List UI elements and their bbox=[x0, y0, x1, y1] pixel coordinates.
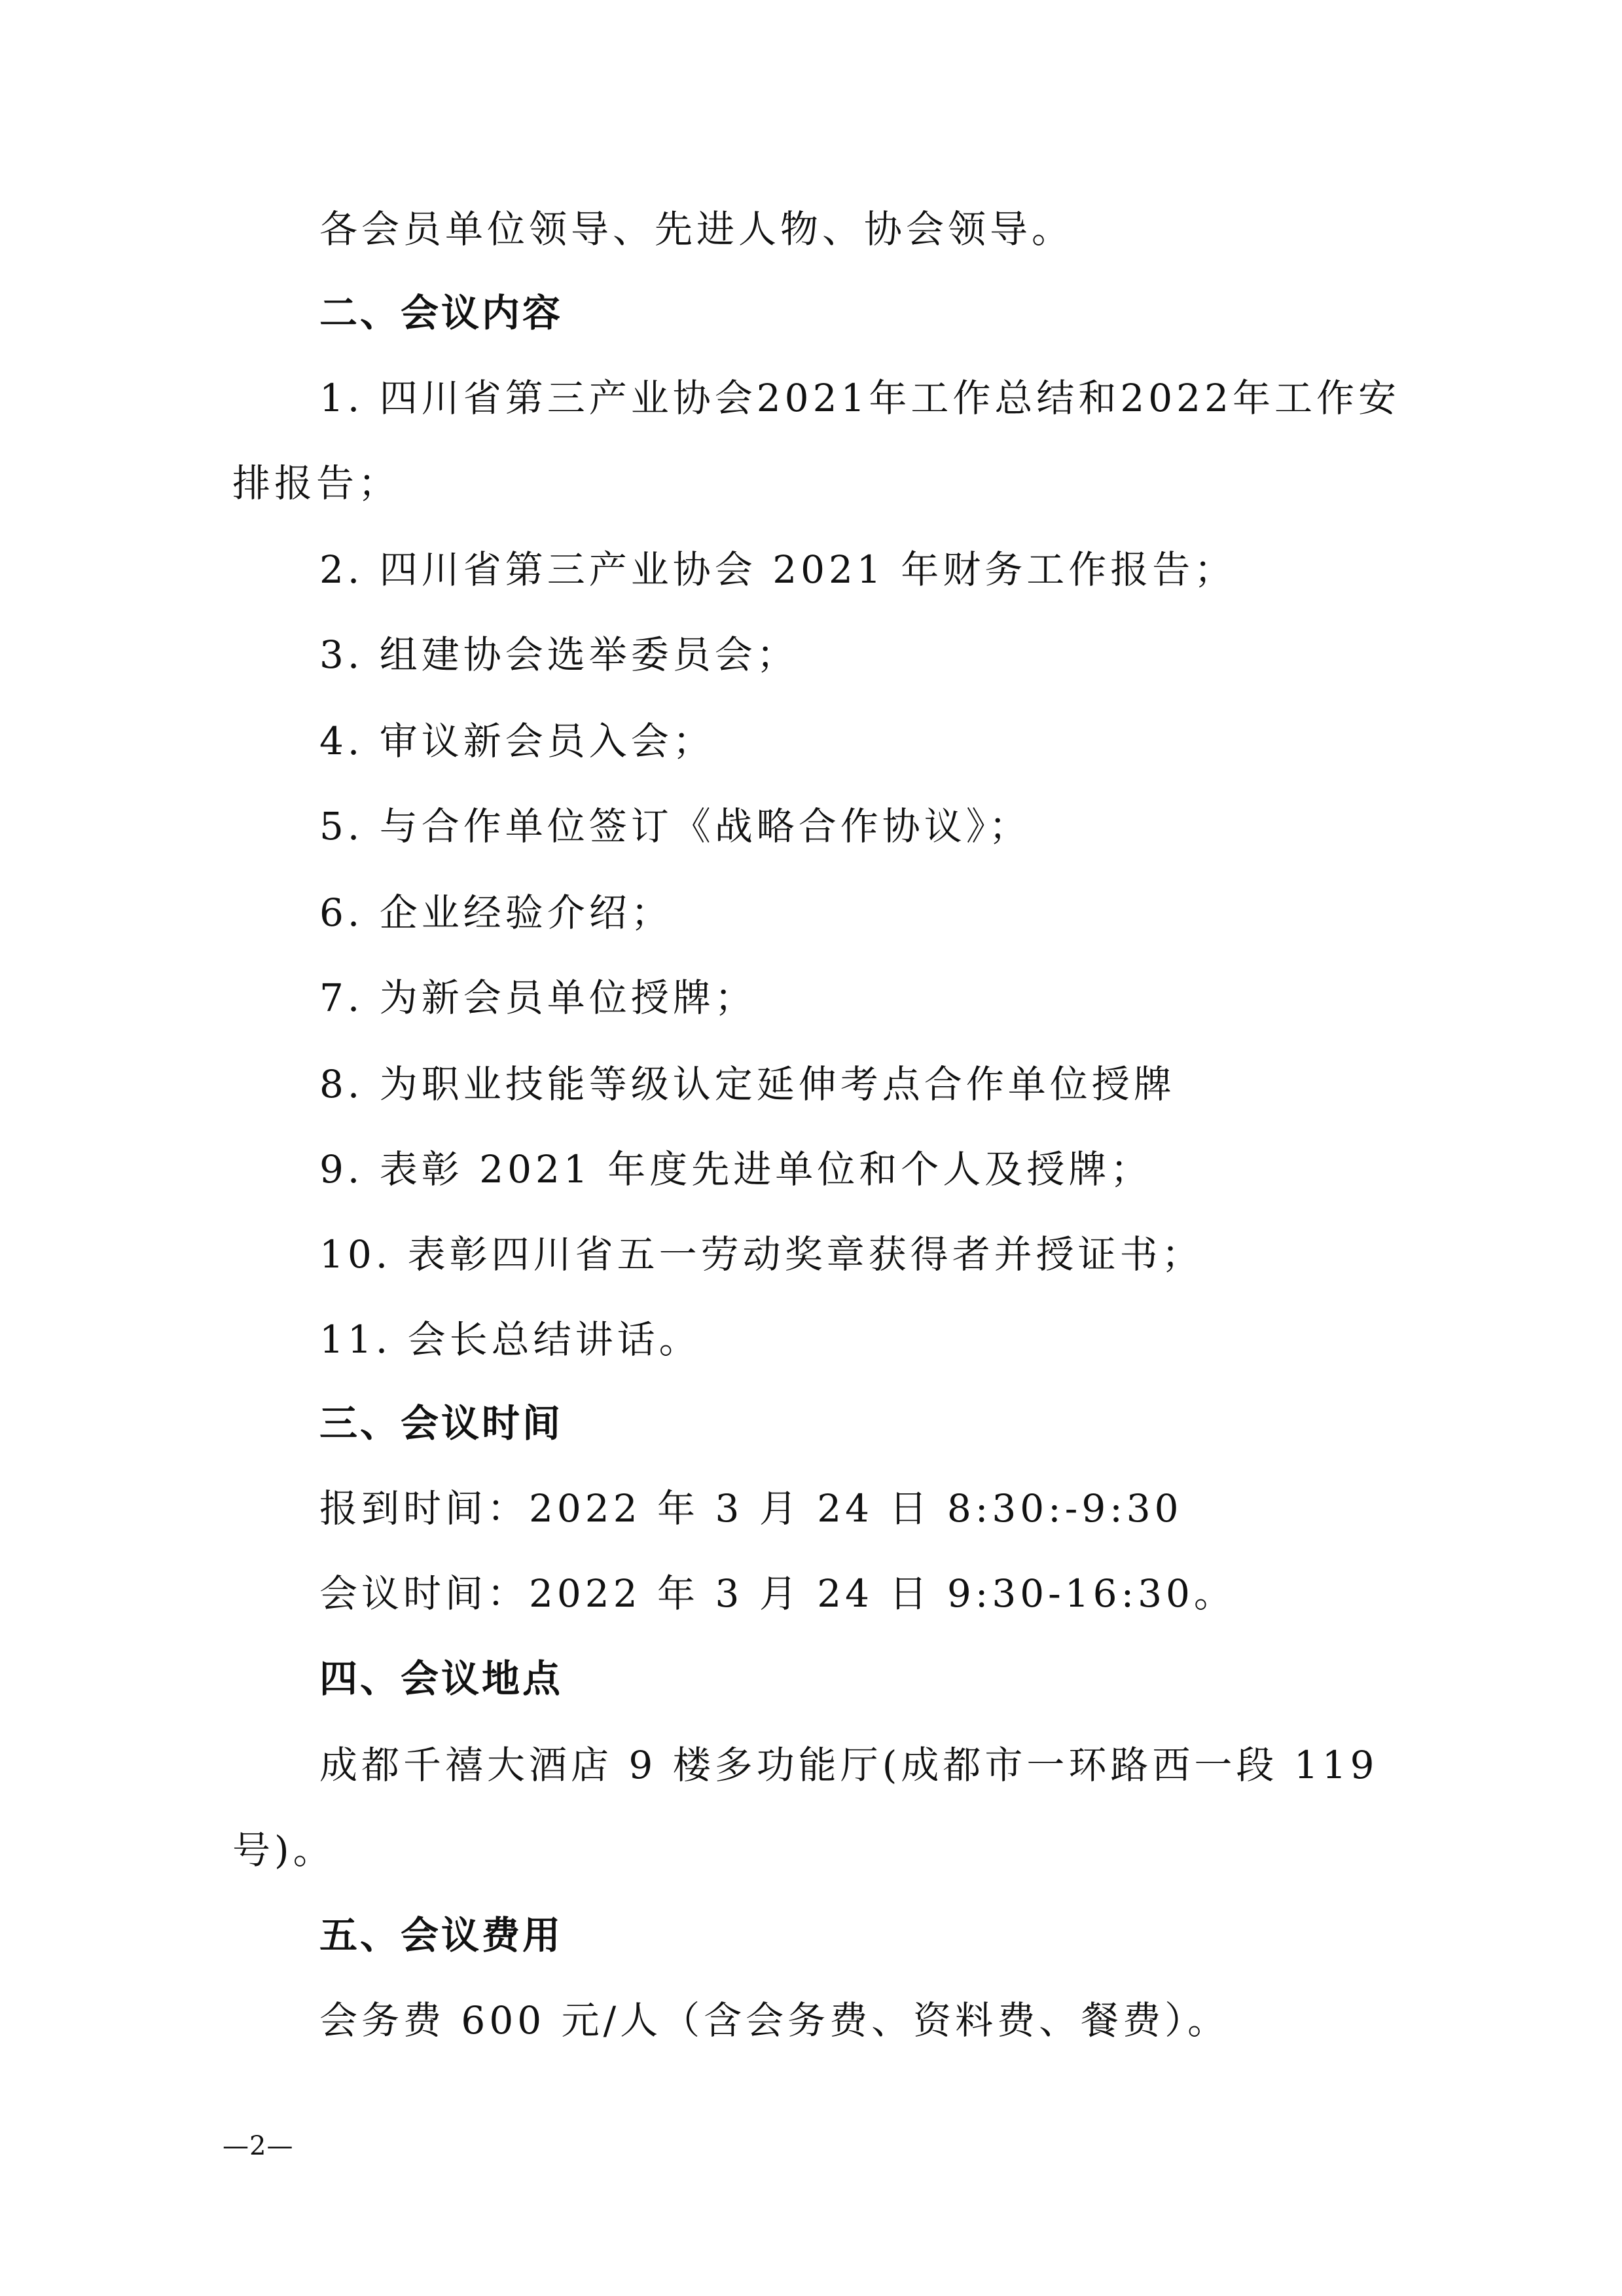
registration-time: 报到时间：2022 年 3 月 24 日 8:30:-9:30 bbox=[319, 1486, 1183, 1531]
section-heading-time: 三、会议时间 bbox=[319, 1401, 564, 1446]
content-item-3: 3. 组建协会选举委员会； bbox=[319, 632, 799, 677]
meeting-time: 会议时间：2022 年 3 月 24 日 9:30-16:30。 bbox=[319, 1571, 1236, 1616]
section-heading-location: 四、会议地点 bbox=[319, 1656, 564, 1701]
content-item-2: 2. 四川省第三产业协会 2021 年财务工作报告； bbox=[319, 547, 1236, 592]
location-text: 成都千禧大酒店 9 楼多功能厅(成都市一环路西一段 119 bbox=[319, 1743, 1379, 1787]
section-heading-fees: 五、会议费用 bbox=[319, 1913, 564, 1958]
location-text-continued: 号)。 bbox=[232, 1828, 335, 1872]
page-number: —2— bbox=[223, 2131, 294, 2161]
content-item-7: 7. 为新会员单位授牌； bbox=[319, 975, 757, 1020]
fee-text: 会务费 600 元/人（含会务费、资料费、餐费）。 bbox=[319, 1998, 1230, 2043]
content-item-1-continued: 排报告； bbox=[232, 461, 401, 505]
content-item-9: 9. 表彰 2021 年度先进单位和个人及授牌； bbox=[319, 1147, 1153, 1192]
content-item-6: 6. 企业经验介绍； bbox=[319, 890, 673, 935]
attendees-text: 各会员单位领导、先进人物、协会领导。 bbox=[319, 207, 1074, 251]
content-item-8: 8. 为职业技能等级认定延伸考点合作单位授牌 bbox=[319, 1062, 1176, 1106]
content-item-1: 1. 四川省第三产业协会2021年工作总结和2022年工作安 bbox=[319, 376, 1400, 420]
content-item-10: 10. 表彰四川省五一劳动奖章获得者并授证书； bbox=[319, 1232, 1204, 1277]
content-item-11: 11. 会长总结讲话。 bbox=[319, 1317, 701, 1362]
content-item-4: 4. 审议新会员入会； bbox=[319, 719, 715, 763]
section-heading-content: 二、会议内容 bbox=[319, 291, 564, 335]
content-item-5: 5. 与合作单位签订《战略合作协议》； bbox=[319, 804, 1031, 848]
